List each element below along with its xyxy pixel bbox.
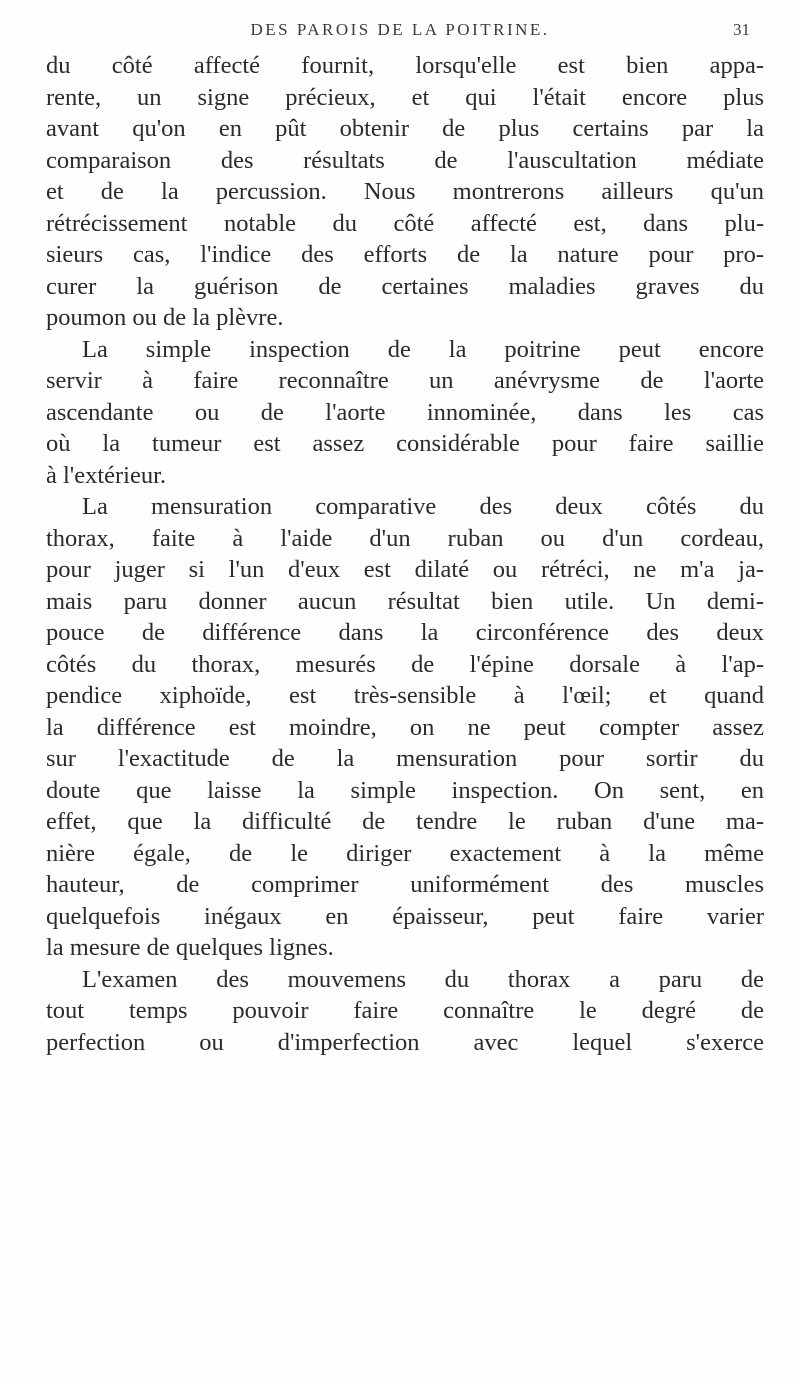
text-line: côtés du thorax, mesurés de l'épine dorsale à l'ap-	[46, 650, 764, 678]
text-line: sieurs cas, l'indice des efforts de la nature pour pro-	[46, 241, 764, 268]
text-line: la différence est moindre, on ne peut compter assez	[46, 713, 764, 741]
text-line: mais paru donner aucun résultat bien utile. Un demi-	[46, 587, 764, 615]
text-line: où la tumeur est assez considérable pour faire saillie	[46, 430, 764, 457]
text-line: thorax, faite à l'aide d'un ruban ou d'un cordeau,	[46, 524, 764, 552]
text-line: rétrécissement notable du côté affecté est, dans plu-	[46, 209, 764, 237]
text-line: et de la percussion. Nous montrerons ailleurs qu'un	[46, 178, 764, 205]
text-line: sur l'exactitude de la mensuration pour sortir du	[46, 745, 764, 772]
text-line: effet, que la difficulté de tendre le ruban d'une ma-	[46, 808, 764, 835]
text-line: ascendante ou de l'aorte innominée, dans les cas	[46, 398, 764, 426]
text-line: rente, un signe précieux, et qui l'était encore plus	[46, 83, 764, 111]
text-line: servir à faire reconnaître un anévrysme de l'aorte	[46, 367, 764, 394]
text-line: poumon ou de la plèvre.	[46, 304, 284, 331]
paragraph-start-line: La mensuration comparative des deux côtés du	[82, 493, 764, 520]
text-line: à l'extérieur.	[46, 461, 167, 489]
paragraph-start-line: L'examen des mouvemens du thorax a paru de	[82, 965, 764, 993]
page-number: 31	[733, 20, 750, 39]
text-line: pendice xiphoïde, est très-sensible à l'œil; et quand	[46, 682, 764, 709]
running-title: DES PAROIS DE LA POITRINE.	[250, 20, 550, 39]
body-text	[46, 50, 764, 1058]
text-line: tout temps pouvoir faire connaître le degré de	[46, 997, 764, 1024]
text-line: curer la guérison de certaines maladies graves du	[46, 272, 764, 300]
text-line: perfection ou d'imperfection avec lequel s'exerce	[46, 1028, 764, 1056]
text-line: pouce de différence dans la circonférence des deux	[46, 619, 764, 646]
paragraph-start-line: La simple inspection de la poitrine peut encore	[82, 335, 764, 363]
text-line: comparaison des résultats de l'auscultation médiate	[46, 146, 764, 174]
text-line: doute que laisse la simple inspection. On sent, en	[46, 776, 764, 804]
text-line: nière égale, de le diriger exactement à la même	[46, 839, 764, 867]
running-head	[0, 20, 800, 44]
text-line: du côté affecté fournit, lorsqu'elle est bien appa-	[46, 52, 764, 79]
text-line: quelquefois inégaux en épaisseur, peut faire varier	[46, 902, 764, 930]
text-line: hauteur, de comprimer uniformément des muscles	[46, 871, 764, 898]
text-line: pour juger si l'un d'eux est dilaté ou rétréci, ne m'a ja-	[46, 556, 764, 583]
text-line: avant qu'on en pût obtenir de plus certains par la	[46, 115, 764, 142]
text-line: la mesure de quelques lignes.	[46, 934, 334, 961]
